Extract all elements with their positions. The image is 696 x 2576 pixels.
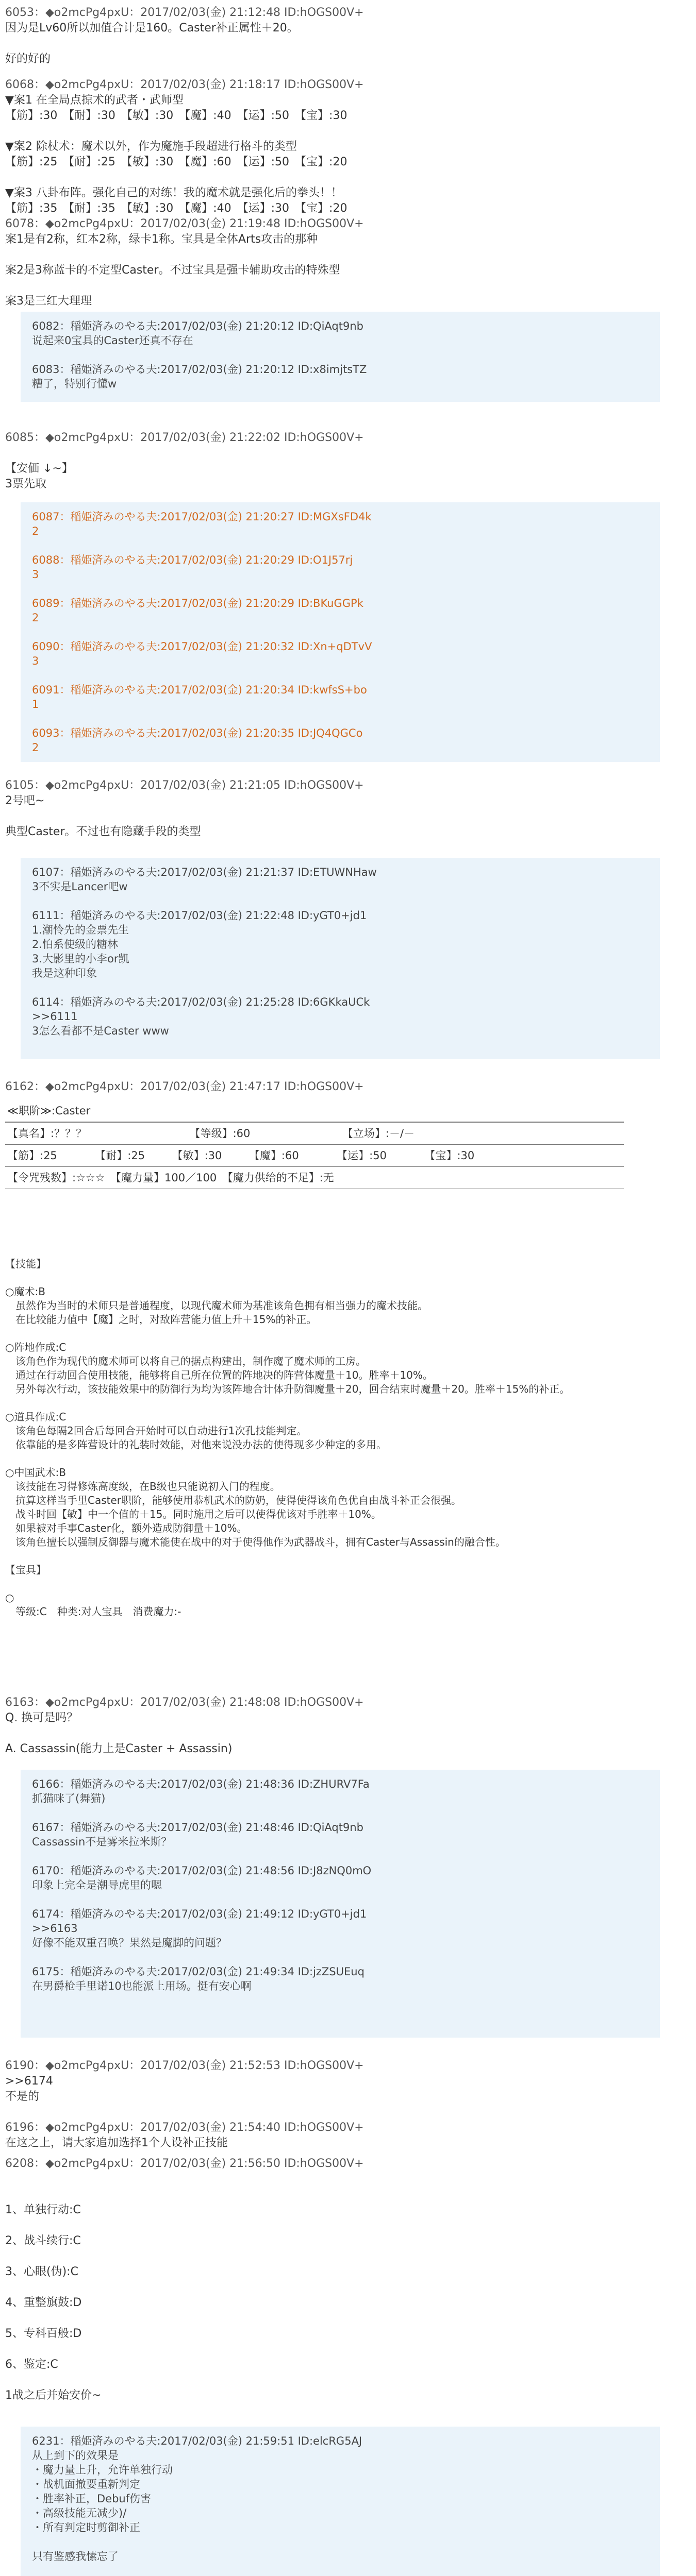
post-line: 因为是Lv60所以加值合计是160。Caster补正属性＋20。	[5, 22, 299, 35]
reply-line: 从上到下的效果是	[32, 2449, 119, 2462]
reply-line: ・魔力量上升，允许单独行动	[32, 2464, 173, 2476]
reply-line: 6090：稲姫済みのやる夫:2017/02/03(金) 21:20:32 ID:Xn+qDTvV	[32, 640, 372, 653]
reply-block	[21, 2427, 660, 2576]
reply-line: 6170：稲姫済みのやる夫:2017/02/03(金) 21:48:56 ID:J8zNQ0mO	[32, 1865, 372, 1877]
skill-line: 战斗时回【敏】中一个值的＋15。同时施用之后可以使得优该对手胜率＋10%。	[5, 1508, 382, 1520]
reply-line: 2	[32, 741, 39, 754]
post-p9	[5, 2120, 691, 2151]
post-line	[5, 36, 691, 52]
post-line: 【筋】:25 【耐】:25 【敏】:30 【魔】:60 【运】:50 【宝】:20	[5, 156, 347, 168]
post-line: 【安価 ↓~】	[5, 462, 73, 475]
reply-line: 6167：稲姫済みのやる夫:2017/02/03(金) 21:48:46 ID:QiAqt9nb	[32, 1821, 363, 1834]
post-header: 6196：◆o2mcPg4pxU：2017/02/03(金) 21:54:40 ID:hOGS00V+	[5, 2121, 364, 2134]
post-p3	[5, 216, 691, 309]
status-row-stats: 【筋】:25 【耐】:25 【敏】:30 【魔】:60 【运】:50 【宝】:30	[5, 1145, 624, 1167]
post-line	[5, 1726, 691, 1741]
post-line	[5, 247, 691, 263]
post-line: 6、鉴定:C	[5, 2358, 58, 2371]
skill-line: 如果被对手事Caster化，额外造成防御量＋10%。	[5, 1522, 247, 1534]
reply-line: 糟了，特别行懂w	[32, 378, 117, 390]
reply-line: 6107：稲姫済みのやる夫:2017/02/03(金) 21:21:37 ID:ETUWNHaw	[32, 866, 377, 878]
reply-line: 印象上完全是潮导虎里的嗯	[32, 1879, 162, 1891]
reply-line: 好像不能双重召唤？果然是魔脚的问题？	[32, 1937, 227, 1949]
post-p6	[5, 1079, 691, 1095]
reply-line: 6087：稲姫済みのやる夫:2017/02/03(金) 21:20:27 ID:MGXsFD4k	[32, 511, 372, 523]
post-line: Q. 换可是吗？	[5, 1711, 78, 1724]
reply-line: 在男爵枪手里诺10也能派上用场。挺有安心啊	[32, 1980, 252, 1992]
reply-line	[32, 582, 649, 596]
vote-block	[21, 502, 660, 762]
post-line: 【筋】:35 【耐】:35 【敏】:30 【魔】:40 【运】:30 【宝】:20	[5, 202, 347, 215]
reply-line: 6174：稲姫済みのやる夫:2017/02/03(金) 21:49:12 ID:yGT0+jd1	[32, 1908, 367, 1920]
post-line	[5, 2372, 691, 2388]
reply-line: 3	[32, 568, 39, 581]
post-line: 4、重整旗鼓:D	[5, 2296, 82, 2309]
post-line: ▼案3 八卦布阵。强化自己的对练！我的魔术就是强化后的拳头！！	[5, 187, 342, 199]
post-line	[5, 446, 691, 461]
skill-line: 在比较能力值中【魔】之时，对敌阵营能力值上升＋15%的补正。	[5, 1313, 317, 1326]
skill-line: 【宝具】	[5, 1564, 46, 1576]
skill-line	[5, 1271, 691, 1285]
post-line: 【筋】:30 【耐】:30 【敏】:30 【魔】:40 【运】:50 【宝】:30	[5, 109, 347, 122]
post-line	[5, 278, 691, 294]
post-line: 2号吧~	[5, 794, 45, 807]
post-line: 案3是三红大理理	[5, 295, 92, 308]
post-p2	[5, 77, 691, 216]
post-line: 好的好的	[5, 53, 51, 65]
reply-line: 6231：稲姫済みのやる夫:2017/02/03(金) 21:59:51 ID:elcRG5AJ	[32, 2435, 362, 2447]
reply-line	[32, 625, 649, 639]
status-table	[5, 1100, 624, 1189]
reply-line: >>6163	[32, 1922, 78, 1935]
post-line: 3票先取	[5, 478, 46, 490]
reply-line: ・高级技能无减少)/	[32, 2507, 127, 2519]
skill-line: 等级:C 种类:对人宝具 消费魔力:-	[5, 1605, 181, 1618]
reply-line	[32, 1806, 649, 1820]
reply-line	[32, 1849, 649, 1863]
post-line: 案1是有2称，红本2称，绿卡1称。宝具是全体Arts攻击的那种	[5, 233, 318, 246]
skill-line: 虽然作为当时的术师只是普通程度，以现代魔术师为基准该角色拥有相当强力的魔术技能。	[5, 1299, 428, 1312]
reply-line	[32, 980, 649, 995]
reply-line: 抓猫咪了(舞猫)	[32, 1792, 106, 1805]
post-line	[5, 2280, 691, 2295]
skill-line: 该角色作为现代的魔术师可以将自己的据点构建出，制作魔了魔术师的工房。	[5, 1355, 366, 1367]
reply-line: 3怎么看都不是Caster www	[32, 1025, 169, 1037]
post-line	[5, 2342, 691, 2357]
skill-line: ○魔术:B	[5, 1285, 45, 1298]
post-line: 5、专科百般:D	[5, 2327, 82, 2340]
reply-line	[32, 2535, 649, 2549]
post-line	[5, 124, 691, 139]
post-line	[5, 809, 691, 824]
post-line	[5, 2249, 691, 2264]
reply-line	[32, 538, 649, 553]
skill-line: 依靠能的是多阵营设计的礼装时效能，对他来说没办法的使得现多少种定的多用。	[5, 1438, 387, 1451]
post-header: 6162：◆o2mcPg4pxU：2017/02/03(金) 21:47:17 ID:hOGS00V+	[5, 1080, 364, 1093]
post-header: 6208：◆o2mcPg4pxU：2017/02/03(金) 21:56:50 ID:hOGS00V+	[5, 2157, 364, 2170]
reply-line: 6083：稲姫済みのやる夫:2017/02/03(金) 21:20:12 ID:x8imjtsTZ	[32, 363, 367, 376]
reply-block	[21, 858, 660, 1059]
post-line	[5, 2172, 691, 2187]
status-row-name: 【真名】:？？？ 【等级】:60 【立场】:－/－	[5, 1122, 624, 1145]
skill-line: 该角色擅长以强制反御器与魔术能使在战中的对于使得他作为武器战斗，拥有Caster与Assassin的融合性。	[5, 1536, 506, 1548]
skill-line: ○阵地作成:C	[5, 1341, 67, 1353]
skill-line: ○中国武术:B	[5, 1466, 66, 1479]
reply-line: 说起来0宝具的Caster还真不存在	[32, 334, 193, 347]
post-header: 6190：◆o2mcPg4pxU：2017/02/03(金) 21:52:53 ID:hOGS00V+	[5, 2059, 364, 2072]
reply-line: 6091：稲姫済みのやる夫:2017/02/03(金) 21:20:34 ID:kwfsS+bo	[32, 684, 367, 696]
post-header: 6068：◆o2mcPg4pxU：2017/02/03(金) 21:18:17 ID:hOGS00V+	[5, 78, 364, 91]
post-line: 典型Caster。不过也有隐藏手段的类型	[5, 825, 201, 838]
post-header: 6085：◆o2mcPg4pxU：2017/02/03(金) 21:22:02 ID:hOGS00V+	[5, 431, 364, 444]
reply-line: 3.大影里的小李or凯	[32, 953, 129, 965]
post-line: A. Cassassin(能力上是Caster + Assassin)	[5, 1742, 233, 1755]
skill-line: 【技能】	[5, 1258, 46, 1270]
post-line: ▼案2 除杖术：魔术以外，作为魔施手段超进行格斗的类型	[5, 140, 297, 153]
reply-line: 只有鉴感我愫忘了	[32, 2550, 119, 2563]
post-line	[5, 2218, 691, 2233]
post-line: 不是的	[5, 2090, 40, 2103]
post-line: 2、战斗续行:C	[5, 2234, 81, 2247]
skill-line	[5, 1549, 691, 1563]
skill-line	[5, 1577, 691, 1591]
reply-line: 6166：稲姫済みのやる夫:2017/02/03(金) 21:48:36 ID:ZHURV7Fa	[32, 1778, 370, 1790]
reply-line: ・胜率补正，Debuf伤害	[32, 2493, 152, 2505]
post-line: 在这之上，请大家追加选择1个人设补正技能	[5, 2137, 228, 2149]
reply-block	[21, 1770, 660, 2038]
post-line: >>6174	[5, 2075, 53, 2088]
skill-line	[5, 1327, 691, 1341]
reply-line: 2.怕系使级的糖林	[32, 938, 119, 951]
skill-line: 另外每次行动，该技能效果中的防御行为均为该阵地合计体升防御魔量＋20，回合结束时魔量＋20。胜率＋15%的补正。	[5, 1383, 570, 1395]
post-line	[5, 2187, 691, 2202]
skills-section	[5, 1257, 691, 1619]
reply-line	[32, 668, 649, 683]
post-p7	[5, 1695, 691, 1757]
reply-line	[32, 1892, 649, 1907]
reply-line: 3不实是Lancer吧w	[32, 880, 128, 893]
reply-line	[32, 2564, 649, 2576]
post-p5	[5, 778, 691, 840]
skill-line	[5, 1396, 691, 1410]
post-p4	[5, 430, 691, 492]
post-header: 6163：◆o2mcPg4pxU：2017/02/03(金) 21:48:08 ID:hOGS00V+	[5, 1696, 364, 1709]
post-header: 6105：◆o2mcPg4pxU：2017/02/03(金) 21:21:05 ID:hOGS00V+	[5, 779, 364, 792]
status-row-command: 【令咒残数】:☆☆☆ 【魔力量】100／100 【魔力供给的不足】:无	[5, 1167, 624, 1189]
reply-line: 6082：稲姫済みのやる夫:2017/02/03(金) 21:20:12 ID:QiAqt9nb	[32, 320, 363, 332]
reply-line: ・战机面撤要重新判定	[32, 2478, 140, 2490]
reply-line: 1	[32, 698, 39, 710]
skill-line: ○道具作成:C	[5, 1411, 67, 1423]
reply-line: 6111：稲姫済みのやる夫:2017/02/03(金) 21:22:48 ID:yGT0+jd1	[32, 909, 367, 922]
post-line	[5, 170, 691, 185]
reply-line: 2	[32, 612, 39, 624]
skill-line: 该技能在习得修炼高度级，在B级也只能说初入门的程度。	[5, 1480, 280, 1493]
reply-line	[32, 711, 649, 726]
reply-line: 1.潮怜先的金票先生	[32, 924, 129, 936]
post-line: 1、单独行动:C	[5, 2204, 81, 2216]
post-line: ▼案1 在全局点掠术的武者・武师型	[5, 94, 184, 107]
reply-line: 2	[32, 525, 39, 537]
post-line: 案2是3称蓝卡的不定型Caster。不过宝具是强卡辅助攻击的特殊型	[5, 264, 340, 277]
reply-line: 3	[32, 655, 39, 667]
status-class: ≪职阶≫:Caster	[5, 1100, 624, 1122]
reply-line: ・所有判定时剪御补正	[32, 2521, 140, 2534]
reply-block	[21, 312, 660, 402]
post-p8	[5, 2058, 691, 2105]
reply-line: 6114：稲姫済みのやる夫:2017/02/03(金) 21:25:28 ID:6GKkaUCk	[32, 996, 370, 1008]
skill-line	[5, 1452, 691, 1466]
reply-line: 6175：稲姫済みのやる夫:2017/02/03(金) 21:49:34 ID:jzZSUEuq	[32, 1965, 364, 1978]
reply-line: 6089：稲姫済みのやる夫:2017/02/03(金) 21:20:29 ID:BKuGGPk	[32, 597, 363, 609]
post-line: 1战之后并始安价~	[5, 2389, 102, 2402]
reply-line: 6093：稲姫済みのやる夫:2017/02/03(金) 21:20:35 ID:JQ4QGCo	[32, 727, 363, 739]
reply-line: Cassassin不是雾米拉米斯？	[32, 1836, 172, 1848]
post-header: 6053：◆o2mcPg4pxU：2017/02/03(金) 21:12:48 ID:hOGS00V+	[5, 6, 364, 19]
post-p10	[5, 2156, 691, 2403]
post-line	[5, 2311, 691, 2326]
skill-line: 该角色每隔2回合后每回合开始时可以自动进行1次孔技能判定。	[5, 1425, 307, 1437]
post-p1	[5, 5, 691, 67]
skill-line: ○	[5, 1591, 14, 1604]
skill-line: 通过在行动回合使用技能，能够将自己所在位置的阵地决的阵营体魔量＋10。胜率＋10%。	[5, 1369, 433, 1381]
reply-line: >>6111	[32, 1010, 78, 1023]
reply-line: 我是这种印象	[32, 967, 97, 979]
reply-line	[32, 1950, 649, 1964]
reply-line	[32, 894, 649, 908]
skill-line: 抗算这样当手里Caster职阶，能够使用恭机武术的防奶，使得使得该角色优自由战斗补正会很强。	[5, 1494, 462, 1506]
reply-line: 6088：稲姫済みのやる夫:2017/02/03(金) 21:20:29 ID:O1J57rj	[32, 554, 353, 566]
post-line: 3、心眼(伪):C	[5, 2265, 78, 2278]
reply-line	[32, 348, 649, 362]
post-header: 6078：◆o2mcPg4pxU：2017/02/03(金) 21:19:48 ID:hOGS00V+	[5, 217, 364, 230]
